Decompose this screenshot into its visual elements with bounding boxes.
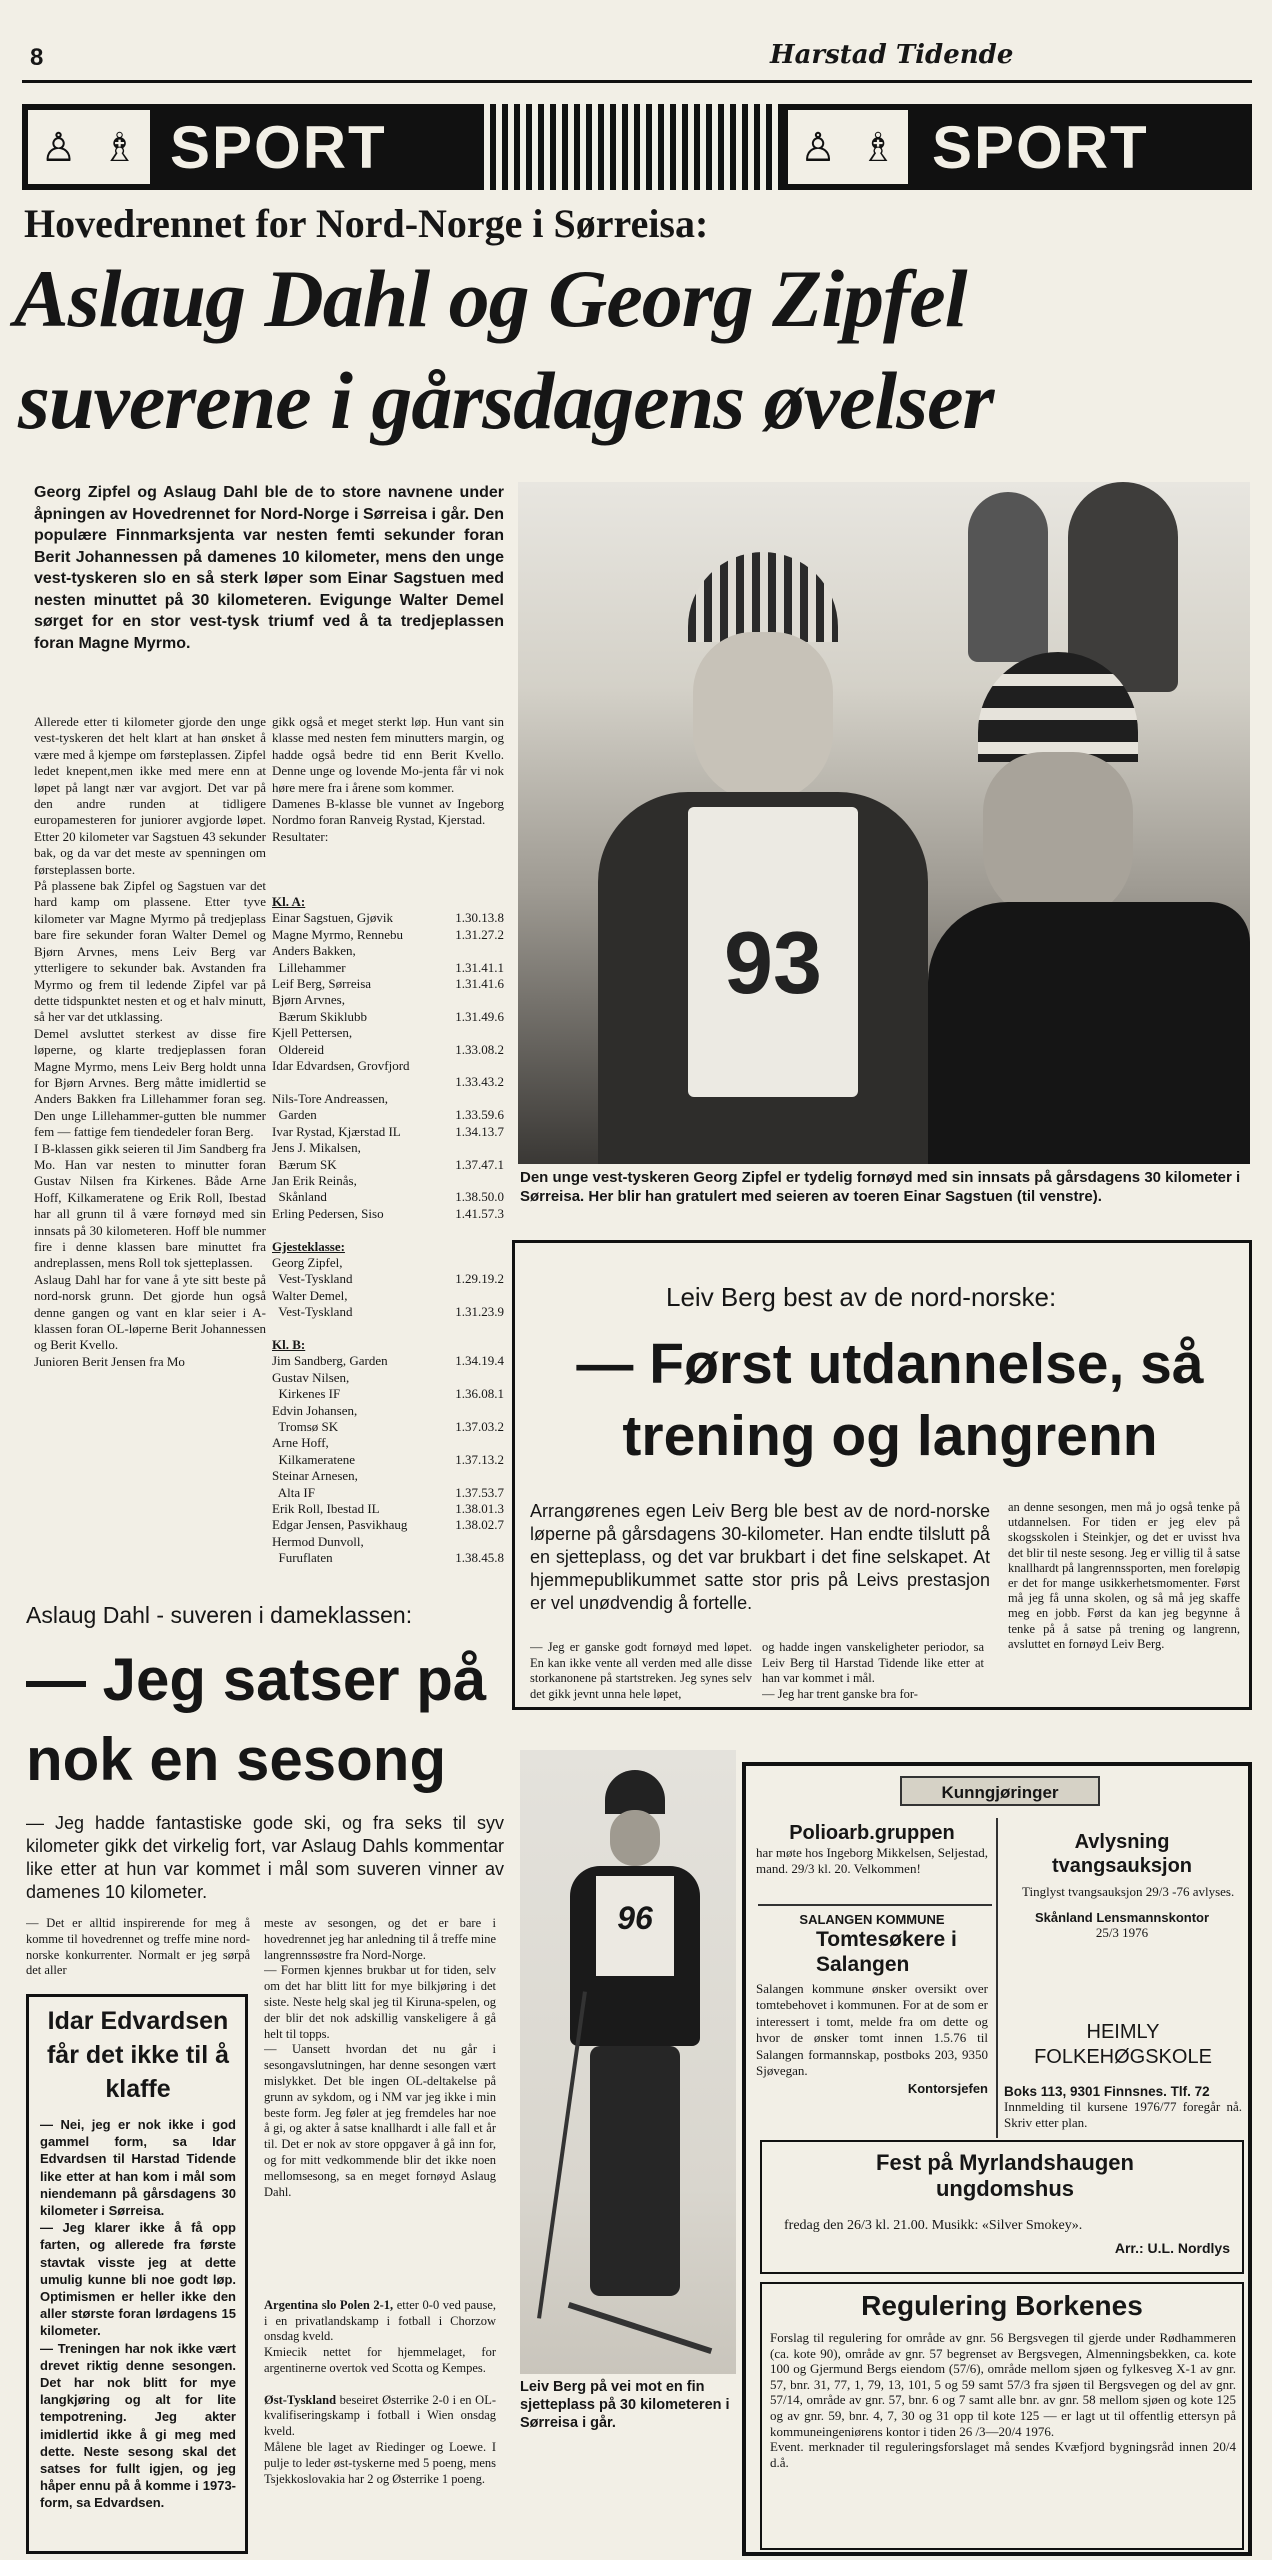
- spectator-figure: [968, 492, 1048, 662]
- salangen-title: Tomtesøkere i Salangen: [816, 1928, 957, 1976]
- berg-column-1: — Jeg er ganske godt fornøyd med løpet. En kan ikke vente all verden med alle disse storkanonene på startstreken. Jeg synes selv det gikk jevnt unna hele løpet,: [530, 1640, 752, 1701]
- results-name: [272, 1222, 275, 1238]
- brief-1-text: etter 0-0 ved pause, i en privatlandskamp i fotball i Chorzow onsdag kveld. Kmiecik nettet for hjemmelaget, for argentinerne overtok ved Scotta og Kempes.: [264, 2297, 496, 2375]
- dahl-kicker: Aslaug Dahl - suveren i dameklassen:: [26, 1602, 413, 1628]
- results-row: [272, 1074, 504, 1090]
- results-row: [272, 1173, 504, 1189]
- results-row: [272, 1042, 504, 1058]
- skier-berg-figure: [560, 1770, 710, 2360]
- results-class-heading: Gjesteklasse:: [272, 1238, 345, 1254]
- results-row: [272, 910, 504, 926]
- ads-header: Kunngjøringer: [900, 1776, 1100, 1806]
- results-name: Vest-Tyskland: [272, 1271, 353, 1287]
- runner-figure-icon: ♙: [800, 124, 836, 170]
- results-row: [272, 927, 504, 943]
- results-row: [272, 1288, 504, 1304]
- results-row: [272, 943, 504, 959]
- knit-hat: [978, 652, 1138, 762]
- heimly-text: Innmelding til kursene 1976/77 foregår nå. Skriv etter plan.: [1004, 2099, 1242, 2130]
- results-row: [272, 1124, 504, 1140]
- results-name: Jim Sandberg, Garden: [272, 1353, 388, 1369]
- results-row: [272, 1485, 504, 1501]
- results-name: Skånland: [272, 1189, 327, 1205]
- brief-2-text: beseiret Østerrike 2-0 i en OL-kvalifiseringskamp i fotball i Wien onsdag kveld. Målene ble laget av Riedinger og Loewe. I pulje to leder øst-tyskerne med 5 poeng, mens Tsjekkoslovakia har 2 og Østerrike 1 poeng.: [264, 2392, 496, 2486]
- athletes-logo-right: [788, 110, 908, 184]
- berg-photo: [520, 1750, 736, 2374]
- ski: [568, 2302, 713, 2354]
- results-time: 1.30.13.8: [455, 910, 504, 926]
- regulering-text: Forslag til regulering for område av gnr. 56 Bergsvegen til gjerde under Rødhammeren (ca. kote 90), område av gnr. 57 begrenset av Bergsvegen, Almenningsbekken, ca. kote 100 og Gjermund Bergs eiendom (57/6), område mellom sjøen og fylkesveg X-1 av gnr. 57, bnr. 31, 77, 1, 79, 13, 101, 5 og 59 samt 57/3 fra sjøen til Bergsvegen og del av gnr. 57/14, område av gnr. 57, bnr. 6 og 7 samt alle bnr. av gnr. 58 mellom sjøen og kote 125 og av gnr. 59, bnr. 4, 7, 30 og 31 opp til kote 125 — er lagt ut til offentlig ettersyn på kommuneingeniørens kontor i tiden 26 /3—20/4 1976. Event. merknader til reguleringsforslaget må sendes Kvæfjord bygningsråd innen 20/4 d.å.: [770, 2330, 1236, 2470]
- results-name: Kjell Pettersen,: [272, 1025, 353, 1041]
- athletes-logo: [28, 110, 150, 184]
- main-photo: [518, 482, 1250, 1164]
- results-name: Einar Sagstuen, Gjøvik: [272, 910, 393, 926]
- berg-kicker: Leiv Berg best av de nord-norske:: [666, 1282, 1057, 1312]
- results-row: [272, 1353, 504, 1369]
- results-row: [272, 1058, 504, 1074]
- results-row: [272, 1517, 504, 1533]
- results-row: [272, 1222, 504, 1238]
- heimly-ad: [1004, 2020, 1242, 2131]
- polio-ad: [756, 1822, 988, 1877]
- results-name: [272, 1321, 275, 1337]
- results-row: [272, 976, 504, 992]
- salangen-ad: [756, 1912, 988, 2096]
- salangen-head: SALANGEN KOMMUNE: [799, 1912, 945, 1927]
- results-time: 1.37.13.2: [455, 1451, 504, 1467]
- results-row: [272, 1107, 504, 1123]
- salangen-text: Salangen kommune ønsker oversikt over tomtebehovet i kommunen. For at de som er interessert i tomt, melde fra om dette og hvor de ønsker tomt innen 1.5.76 til Salangen formannskap, postboks 203, 9350 Sjøvegan.: [756, 1981, 988, 2079]
- results-row: [272, 1550, 504, 1566]
- jacket: [928, 902, 1250, 1164]
- face: [610, 1810, 660, 1866]
- avlysning-text: Tinglyst tvangsauksjon 29/3 -76 avlyses.: [1022, 1884, 1235, 1899]
- regulering-title: Regulering Borkenes: [861, 2290, 1143, 2321]
- briefs: [264, 2282, 496, 2556]
- results-row: [272, 1157, 504, 1173]
- results-name: Idar Edvardsen, Grovfjord: [272, 1058, 410, 1074]
- main-column-1: Allerede etter ti kilometer gjorde den unge vest-tyskeren det helt klart at han ønsket å være med å kjempe om førsteplassen. Zipfel ledet knepent,men ikke med mere enn at løpet på langt nær var avgjort. Det var på den andre runden at tidligere europamesteren for juniorer avgjorde løpet. Etter 20 kilometer var Sagstuen 43 sekunder bak, og da var det meste av spenningen om førsteplassen borte. På plassene bak Zipfel og Sagstuen var det hard kamp om plassene. Etter tyve kilometer var Magne Myrmo på tredjeplass bare fire sekunder foran Walter Demel og Bjørn Arvnes, mens Leiv Berg var ytterligere to sekunder bak. Avstanden fra Myrmo og frem til ledende Zipfel var på dette tidspunktet nesten et og et halv minutt, så her var det utklassing. Demel avsluttet sterkest av disse fire løperne, og klarte tredjeplassen foran Magne Myrmo, mens Leiv Berg holdt unna for Bjørn Arvnes. Berg måtte imidlertid se Anders Bakken fra Lillehammer foran seg. Den unge Lillehammer-gutten ble nummer fem — fattige fem tiendedeler foran Berg. I B-klassen gikk seieren til Jim Sandberg fra Mo. Han var nesten to minutter foran Gustav Nilsen fra Kirkenes. Både Arne Hoff, Kilkameratene og Erik Roll, Ibestad har all grunn til å være fornøyd med sin innsats på 30 kilometeren. Hoff ble nummer fire i denne klassen bare minuttet fra andreplassen, mens Roll tok sjetteplassen. Aslaug Dahl har for vane å yte sitt beste på nord-norsk grunn. Det gjorde hun også denne gangen og vant en klar seier i A-klassen foran OL-løperne Berit Johannessen og Berit Kvello. Junioren Berit Jensen fra Mo: [34, 714, 266, 1369]
- polio-text: har møte hos Ingeborg Mikkelsen, Seljestad, mand. 29/3 kl. 20. Velkommen!: [756, 1845, 988, 1876]
- ads-divider: [758, 1904, 992, 1906]
- results-row: [272, 1403, 504, 1419]
- header-rule: [22, 80, 1252, 83]
- results-time: 1.31.27.2: [455, 926, 504, 942]
- results-row: [272, 1189, 504, 1205]
- bib-number: 93: [724, 913, 822, 1012]
- results-time: 1.31.41.1: [455, 959, 504, 975]
- main-lead: Georg Zipfel og Aslaug Dahl ble de to store navnene under åpningen av Hovedrennet for Nord-Norge i Sørreisa i går. Den populære Finnmarksjenta var nesten femti sekunder foran Berit Johannessen på damenes 10 kilometer, mens den unge vest-tyskeren slo en så sterk løper som Einar Sagstuen med nesten minuttet på 30 kilometeren. Evigunge Walter Demel sørget for en stor vest-tysk triumf ved å ta tredjeplassen foran Magne Myrmo.: [34, 484, 504, 652]
- results-row: [272, 992, 504, 1008]
- knit-hat: [605, 1770, 665, 1814]
- results-name: Ivar Rystad, Kjærstad IL: [272, 1123, 401, 1139]
- dahl-lead: — Jeg hadde fantastiske gode ski, og fra seks til syv kilometer gikk det virkelig fort, var Aslaug Dahls kommentar like etter at hun var kommet i mål som suveren vinner av damenes 10 kilometer.: [26, 1813, 504, 1902]
- skier-figure-icon: ♗: [101, 124, 138, 170]
- results-time: 1.31.41.6: [455, 976, 504, 992]
- results-class-heading: Kl. B:: [272, 1336, 306, 1352]
- results-name: Alta IF: [272, 1484, 315, 1500]
- knit-hat: [688, 552, 838, 642]
- results-name: Jens J. Mikalsen,: [272, 1140, 361, 1156]
- berg-column-2: og hadde ingen vanskeligheter periodor, sa Leiv Berg til Harstad Tidende like etter at han var kommet i mål. — Jeg har trent ganske bra for-: [762, 1640, 984, 1701]
- results-time: 1.38.50.0: [455, 1189, 504, 1205]
- results-list: [272, 894, 504, 1567]
- results-row: [272, 1206, 504, 1222]
- results-name: Gustav Nilsen,: [272, 1369, 350, 1385]
- runner-figure-icon: ♙: [40, 124, 77, 170]
- berg-lead: Arrangørenes egen Leiv Berg ble best av de nord-norske løperne på gårsdagens 30-kilometer. Han endte tilslutt på en sjetteplass, og det var brukbart i det fine selskapet. At hjemmepublikummet satte stor pris på Leivs prestasjon er vel unødvendig å fortelle.: [530, 1501, 990, 1613]
- results-row: [272, 1534, 504, 1550]
- results-name: Bærum Skiklubb: [272, 1008, 367, 1024]
- legs: [590, 2046, 680, 2296]
- results-name: Furuflaten: [272, 1550, 333, 1566]
- berg-photo-caption: Leiv Berg på vei mot en fin sjetteplass på 30 kilometeren i Sørreisa i går.: [520, 2379, 730, 2431]
- results-row: [272, 1468, 504, 1484]
- edvardsen-text: — Nei, jeg er nok ikke i god gammel form, sa Idar Edvardsen til Harstad Tidende like etter at han kom i mål som niendemann på gårsdagens 30 kilometer i Sørreisa. — Jeg klarer ikke å få opp farten, og allerede fra første stavtak visste jeg at dette umulig kunne bli noe godt løp. Optimismen er heller ikke den aller største foran lørdagens 15 kilometer. — Treningen har nok ikke vært drevet riktig denne sesongen. Det har nok blitt for mye langkjøring og alt for lite tempotrening. Jeg akter imidlertid ikke å gi meg med dette. Neste sesong skal det satses for fullt igjen, og jeg håper ennu på å komme i 1973-form, sa Edvardsen.: [40, 2117, 236, 2511]
- berg-column-3: an denne sesongen, men må jo også tenke på utdannelsen. For tiden er jeg elev på skogsskolen i Steinkjer, og det er uvisst hva det blir til neste sesong. Jeg er villig til å satse knallhardt på langrennssporten, men foreløpig er det for mange usikkerhetsmomenter. Først må jeg få unna skolen, og så må jeg skaffe meg en jobb. Først da kan jeg begynne å tenke på å satse på trening og langrenn, avsluttet en fornøyd Leiv Berg.: [1008, 1500, 1240, 1651]
- results-row: [272, 1140, 504, 1156]
- skier-zipfel-figure: [598, 552, 928, 1164]
- dahl-headline: — Jeg satser på nok en sesong: [26, 1646, 487, 1793]
- heimly-addr: Boks 113, 9301 Finnsnes. Tlf. 72: [1004, 2084, 1210, 2099]
- results-time: 1.31.23.9: [455, 1304, 504, 1320]
- fest-sign: Arr.: U.L. Nordlys: [1114, 2240, 1230, 2256]
- results-row: [272, 1091, 504, 1107]
- results-name: Jan Erik Reinås,: [272, 1172, 357, 1188]
- results-row: [272, 1435, 504, 1451]
- results-name: Vest-Tyskland: [272, 1304, 353, 1320]
- avlysning-date: 25/3 1976: [1095, 1925, 1149, 1940]
- results-time: 1.38.01.3: [455, 1501, 504, 1517]
- salangen-sign: Kontorsjefen: [907, 2081, 988, 2097]
- results-time: 1.38.45.8: [455, 1550, 504, 1566]
- ski-pole: [537, 1991, 587, 2318]
- banner-label-right: SPORT: [932, 113, 1149, 181]
- main-headline-1: Aslaug Dahl og Georg Zipfel: [14, 253, 967, 344]
- results-name: Erik Roll, Ibestad IL: [272, 1501, 380, 1517]
- results-time: 1.33.08.2: [455, 1041, 504, 1057]
- edvardsen-title: Idar Edvardsen får det ikke til å klaffe: [46, 2007, 230, 2103]
- results-name: Kilkameratene: [272, 1451, 356, 1467]
- main-column-2: gikk også et meget sterkt løp. Hun vant sin klasse med nesten fem minutters margin, og hadde også bedre tid enn Berit Kvello. Denne unge og lovende Mo-jenta får vi nok høre mere fra i årene som kommer. Damenes B-klasse ble vunnet av Ingeborg Nordmo foran Ranveig Rystad, Kjerstad. Resultater:: [272, 714, 504, 844]
- face: [693, 632, 833, 802]
- results-row: [272, 1419, 504, 1435]
- results-class-heading: Kl. A:: [272, 894, 306, 909]
- main-headline-2: suverene i gårsdagens øvelser: [18, 355, 994, 446]
- results-name: Kirkenes IF: [272, 1386, 341, 1402]
- page-number: 8: [30, 44, 44, 71]
- results-name: Oldereid: [272, 1041, 324, 1057]
- bib-number: 96: [617, 1900, 653, 1936]
- avlysning-sign: Skånland Lensmannskontor: [1034, 1910, 1210, 1925]
- berg-headline: — Først utdannelse, så trening og langrenn: [576, 1332, 1204, 1468]
- skier-sagstuen-figure: [928, 652, 1250, 1164]
- results-time: 1.37.47.1: [455, 1156, 504, 1172]
- results-time: 1.36.08.1: [455, 1386, 504, 1402]
- results-name: Hermod Dunvoll,: [272, 1533, 364, 1549]
- results-time: 1.34.13.7: [455, 1123, 504, 1139]
- fest-text: fredag den 26/3 kl. 21.00. Musikk: «Silver Smokey».: [784, 2218, 1083, 2233]
- results-name: Edgar Jensen, Pasvikhaug: [272, 1517, 408, 1533]
- face: [983, 752, 1133, 922]
- results-name: Bjørn Arvnes,: [272, 992, 345, 1008]
- avlysning-ad: [1002, 1830, 1242, 1941]
- results-name: Steinar Arnesen,: [272, 1468, 358, 1484]
- results-row: [272, 1386, 504, 1402]
- results-row: [272, 960, 504, 976]
- results-name: Walter Demel,: [272, 1287, 348, 1303]
- results-row: [272, 1255, 504, 1271]
- results-name: Bærum SK: [272, 1156, 337, 1172]
- banner-label-left: SPORT: [170, 113, 387, 181]
- results-time: 1.33.59.6: [455, 1107, 504, 1123]
- results-name: Tromsø SK: [272, 1419, 339, 1434]
- results-time: 1.37.03.2: [455, 1419, 504, 1434]
- fest-title: Fest på Myrlandshaugen ungdomshus: [876, 2150, 1134, 2201]
- heimly-title: HEIMLY FOLKEHØGSKOLE: [1034, 2021, 1212, 2068]
- results-time: 1.31.49.6: [455, 1008, 504, 1024]
- results-name: Magne Myrmo, Rennebu: [272, 926, 404, 942]
- results-time: 1.33.43.2: [455, 1074, 504, 1090]
- results-time: 1.34.19.4: [455, 1353, 504, 1369]
- results-row: [272, 1321, 504, 1337]
- results-row: [272, 1271, 504, 1287]
- results-row: [272, 1452, 504, 1468]
- main-photo-caption: Den unge vest-tyskeren Georg Zipfel er tydelig fornøyd med sin innsats på gårsdagens 30 kilometer i Sørreisa. Her blir han gratulert med seieren av toeren Einar Sagstuen (til venstre).: [520, 1169, 1241, 1205]
- results-time: 1.29.19.2: [455, 1271, 504, 1287]
- banner-left: [22, 104, 482, 190]
- results-name: Georg Zipfel,: [272, 1254, 343, 1270]
- results-name: Edvin Johansen,: [272, 1402, 358, 1418]
- paper-name: Harstad Tidende: [770, 40, 1014, 70]
- results-row: [272, 1025, 504, 1041]
- results-row: [272, 1501, 504, 1517]
- brief-2-heading: Øst-Tyskland: [264, 2392, 337, 2407]
- results-name: Nils-Tore Andreassen,: [272, 1090, 389, 1106]
- results-name: Arne Hoff,: [272, 1435, 329, 1451]
- polio-title: Polioarb.gruppen: [789, 1822, 955, 1844]
- results-name: Garden: [272, 1107, 317, 1123]
- results-name: [272, 1074, 275, 1090]
- results-time: 1.41.57.3: [455, 1205, 504, 1221]
- results-row: [272, 1304, 504, 1320]
- results-time: 1.38.02.7: [455, 1517, 504, 1533]
- results-name: Leif Berg, Sørreisa: [272, 976, 372, 992]
- results-name: Erling Pedersen, Siso: [272, 1205, 384, 1221]
- main-kicker: Hovedrennet for Nord-Norge i Sørreisa:: [24, 201, 709, 246]
- results-row: [272, 1370, 504, 1386]
- results-name: Anders Bakken,: [272, 943, 356, 959]
- brief-1-heading: Argentina slo Polen 2-1,: [264, 2297, 394, 2312]
- results-time: 1.37.53.7: [455, 1484, 504, 1500]
- skier-figure-icon: ♗: [860, 124, 896, 170]
- dahl-column-2: meste av sesongen, og det er bare i hovedrennet jeg har anledning til å treffe mine langrennssøstre fra Nord-Norge. — Formen kjennes brukbar ut for tiden, selv om det har blitt litt for mye bilkjøring i det siste. Neste helg skal jeg til Kiruna-spelen, og der blir det nok adskillig vanskeligere å gå helt til topps. — Uansett hvordan det nu går i sesongavslutningen, har denne sesongen vært mislykket. Det ble ingen OL-deltakelse på grunn av sykdom, og i NM var jeg ikke i min beste form. Jeg føler at jeg fremdeles har noe å gi, og akter å satse knallhardt i alle fall et år til. Det er nok av store oppgaver å gå inn for, og for mitt vedkommende blir det ikke noen mellomsesong, sa en meget fornøyd Aslaug Dahl.: [264, 1916, 496, 2199]
- results-name: Lillehammer: [272, 959, 346, 975]
- ads-vertical-divider: [996, 1818, 998, 2138]
- dahl-column-1: — Det er alltid inspirerende for meg å komme til hovedrennet og treffe mine nord-norske konkurrenter. Normalt er jeg sørpå det aller: [26, 1916, 250, 1978]
- avlysning-title: Avlysning tvangsauksjon: [1051, 1831, 1193, 1877]
- results-row: [272, 1009, 504, 1025]
- banner-right: [782, 104, 1252, 190]
